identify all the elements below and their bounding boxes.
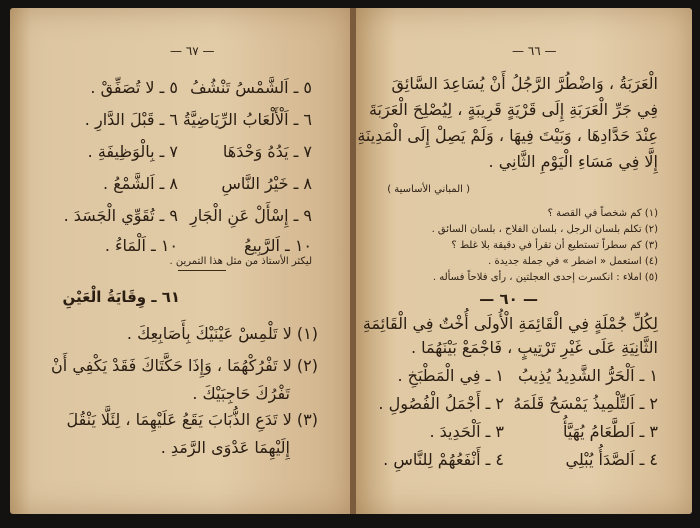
paragraph-line-1: الْعَرَبَةُ ، وَاضْطُرَّ الرَّجُلُ أَنْ يُسَاعِدَ السَّائِقَ bbox=[391, 74, 658, 93]
left-table-left-6: ١٠ ـ اَلْمَاءُ . bbox=[104, 236, 178, 255]
exercise-number: — ٦٠ — bbox=[479, 290, 538, 308]
right-page-number: — ٦٦ — bbox=[512, 44, 557, 58]
rule-line-1: (١) لا تَلْمِسْ عَيْنَيْكَ بِأَصَابِعِكَ . bbox=[126, 324, 318, 343]
left-table-left-5: ٩ ـ تُقَوِّي الْجَسَدَ . bbox=[63, 206, 178, 225]
right-table-left-2: ٢ ـ أَجْمَلُ الْفُصُولِ . bbox=[378, 394, 504, 413]
left-table-right-6: ١٠ ـ اَلرَّبِيعُ bbox=[244, 236, 312, 255]
question-4: (٤) استعمل « اضطر » في جملة جديدة . bbox=[488, 256, 658, 267]
basics-label: ( المباني الأساسية ) bbox=[387, 184, 470, 195]
rule-line-5: إِلَيْهِمَا عَدْوَى الرَّمَدِ . bbox=[160, 438, 290, 457]
right-table-right-1: ١ ـ اَلْحَرُّ الشَّدِيدُ يُذِيبُ bbox=[518, 366, 658, 385]
left-table-left-1: ٥ ـ لا تُصَفِّقْ . bbox=[90, 78, 178, 97]
instruction-line-2: الثَّانِيَةِ عَلَى غَيْرِ تَرْتِيبٍ ، فَاجْمَعْ بَيْنَهُمَا . bbox=[411, 338, 658, 357]
teacher-note: ليكثر الأستاذ من مثل هذا التمرين . bbox=[169, 256, 312, 267]
rule-line-4: (٣) لا تَدَعِ الذُّبَابَ يَقَعُ عَلَيْهِمَا ، لِئَلَّا يَنْقُلَ bbox=[66, 410, 318, 429]
rule-line-3: تَفْرُكَ حَاجِبَيْكَ . bbox=[192, 384, 290, 403]
question-1: (١) كم شخصاً في القصة ؟ bbox=[547, 208, 658, 219]
question-3: (٣) كم سطراً تستطيع أن تقرأ في دقيقة بلا غلط ؟ bbox=[451, 240, 658, 251]
left-table-right-1: ٥ ـ اَلشَّمْسُ تَنْشُفُ bbox=[190, 78, 312, 97]
left-table-right-2: ٦ ـ اَلْأَلْعَابُ الرِّيَاضِيَّةُ bbox=[182, 110, 312, 129]
right-table-left-1: ١ ـ فِي الْمَطْبَخِ . bbox=[397, 366, 504, 385]
instruction-line-1: لِكُلِّ جُمْلَةٍ فِي الْقَائِمَةِ الْأُولَى أُخْتٌ فِي الْقَائِمَةِ bbox=[362, 314, 658, 333]
right-table-right-2: ٢ ـ اَلتِّلْمِيذُ يَمْسَحُ قَلَمَهُ bbox=[513, 394, 658, 413]
right-table-left-4: ٤ ـ أَنْفَعُهُمْ لِلنَّاسِ . bbox=[383, 450, 504, 469]
left-table-right-4: ٨ ـ خَيْرُ النَّاسِ bbox=[221, 174, 312, 193]
left-table-left-2: ٦ ـ قَبْلَ الدَّارِ . bbox=[84, 110, 178, 129]
left-page-number: — ٦٧ — bbox=[170, 44, 215, 58]
paragraph-line-3: عِنْدَ حَدَّادِهَا ، وَبَيْتَ فِيهَا ، وَلَمْ يَصِلْ إِلَى الْمَدِينَةِ bbox=[357, 126, 658, 145]
left-table-right-3: ٧ ـ يَدُهُ وَحْدَهَا bbox=[222, 142, 312, 161]
left-table-left-4: ٨ ـ اَلشَّمْعُ . bbox=[103, 174, 178, 193]
paragraph-line-4: إِلَّا فِي مَسَاءِ الْيَوْمِ الثَّانِي . bbox=[488, 152, 658, 171]
left-table-left-3: ٧ ـ بِالْوَظِيفَةِ . bbox=[87, 142, 178, 161]
right-table-left-3: ٣ ـ اَلْحَدِيدَ . bbox=[429, 422, 504, 441]
right-table-right-4: ٤ ـ اَلصَّدَأُ يُبْلِي bbox=[565, 450, 658, 469]
left-table-right-5: ٩ ـ إِسْأَلْ عَنِ الْجَارِ bbox=[190, 206, 312, 225]
question-5: (٥) املاء : انكسرت إحدى العجلتين ، رأى فلاحاً فسأله . bbox=[432, 272, 658, 283]
question-2: (٢) تكلم بلسان الرجل ، بلسان الفلاح ، بلسان السائق . bbox=[431, 224, 658, 235]
paragraph-line-2: فِي جَرِّ الْعَرَبَةِ إِلَى قَرْيَةٍ قَرِيبَةٍ ، لِيُصْلِحَ الْعَرَبَةَ bbox=[368, 100, 658, 119]
rule-line-2: (٢) لا تَفْرُكْهُمَا ، وَإِذَا حَكَّتَاكَ فَقَدْ يَكْفِي أَنْ bbox=[51, 356, 318, 375]
section-divider bbox=[178, 270, 226, 271]
right-table-right-3: ٣ ـ اَلطَّعَامُ يُهَيَّأُ bbox=[562, 422, 658, 441]
lesson-title: ٦١ ـ وِقَايَةُ الْعَيْنِ bbox=[62, 288, 180, 306]
